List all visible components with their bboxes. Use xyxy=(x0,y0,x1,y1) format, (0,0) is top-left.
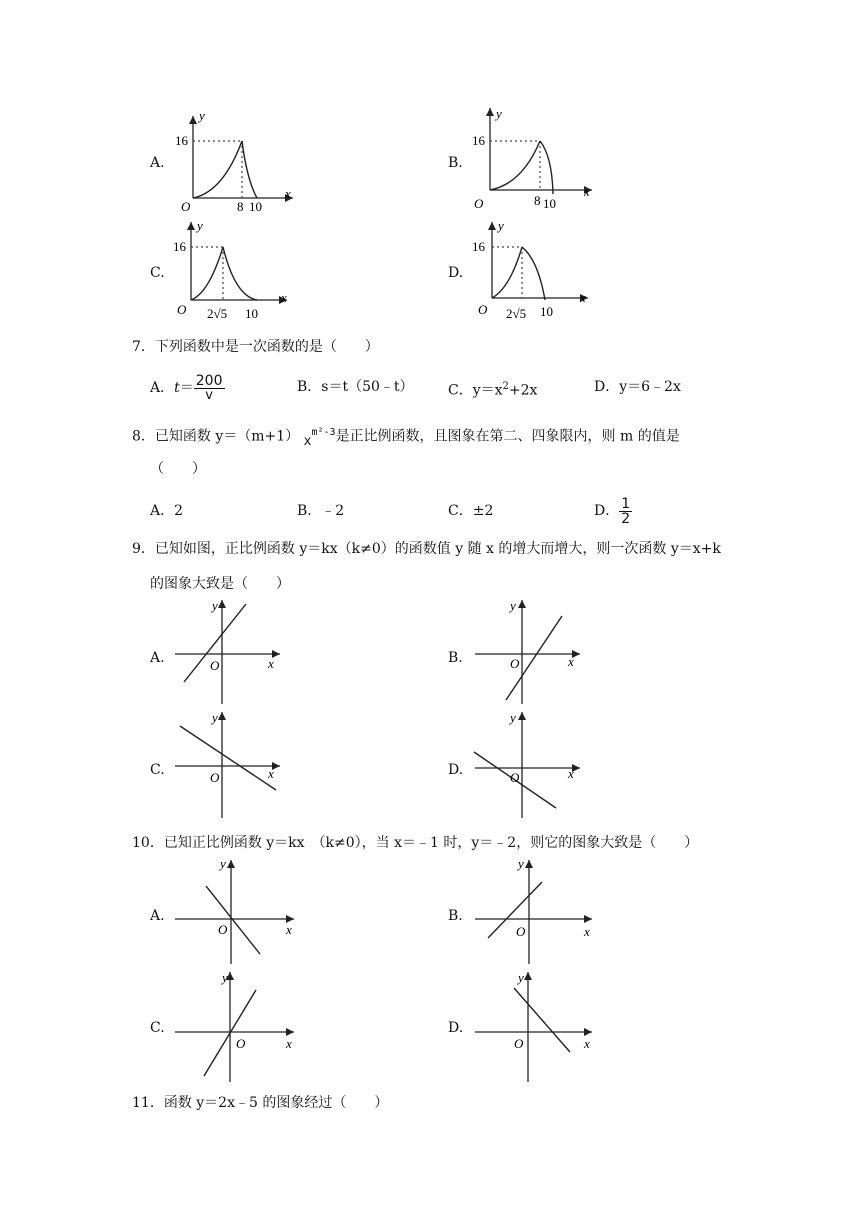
q9-option-d-label: D. xyxy=(448,762,464,778)
q10-graph-a xyxy=(170,854,300,966)
q7-option-a xyxy=(150,368,225,408)
q9-b-y-label: y xyxy=(510,598,516,613)
q6-option-a-label: A. xyxy=(150,155,165,171)
q10-b-origin-label: O xyxy=(516,924,526,939)
q9-option-a-label: A. xyxy=(150,650,165,666)
q7-option-d: D．y＝6﹣2x xyxy=(594,379,681,395)
q6-b-origin-label: O xyxy=(474,196,484,211)
q9-graph-a xyxy=(170,596,285,706)
q7-option-c xyxy=(448,378,537,400)
q10-stem: 10．已知正比例函数 y＝kx （k≠0），当 x＝﹣1 时，y＝﹣2，则它的图象大致是（ ） xyxy=(132,835,699,851)
q6-d-y-label: y xyxy=(498,218,504,233)
q9-c-x-label: x xyxy=(268,766,274,781)
q9-stem-line1: 9．已知如图，正比例函数 y＝kx（k≠0）的函数值 y 随 x 的增大而增大，则一次函数 y＝x+k xyxy=(132,541,721,557)
q9-a-origin-label: O xyxy=(210,658,220,673)
q6-b-x2-label: 10 xyxy=(543,196,556,211)
q9-b-x-label: x xyxy=(568,654,574,669)
q10-d-origin-label: O xyxy=(514,1036,524,1051)
q7-c-pre: C．y＝x xyxy=(448,382,503,399)
q9-c-y-label: y xyxy=(212,710,218,725)
q7-stem: 7．下列函数中是一次函数的是（ ） xyxy=(132,339,379,355)
q6-a-y-label: y xyxy=(199,112,205,123)
q10-option-b-label: B. xyxy=(448,908,463,924)
q9-a-y-label: y xyxy=(212,598,218,613)
q9-d-origin-label: O xyxy=(510,770,520,785)
q10-a-y-label: y xyxy=(220,856,226,871)
q11-stem: 11．函数 y＝2x﹣5 的图象经过（ ） xyxy=(132,1095,389,1111)
q10-c-x-label: x xyxy=(286,1036,292,1051)
q6-c-peak-label: 16 xyxy=(173,239,186,254)
q8-d-label: D． xyxy=(594,503,620,519)
q9-d-x-label: x xyxy=(568,766,574,781)
q7-a-var: t xyxy=(174,380,180,396)
q6-option-b-label: B. xyxy=(448,155,463,171)
q7-c-post: +2x xyxy=(508,382,538,399)
q6-graph-a xyxy=(175,112,300,212)
q6-graph-b xyxy=(470,104,598,214)
q8-option-c: C．±2 xyxy=(448,503,494,519)
q6-d-x1-label: 2√5 xyxy=(506,306,527,321)
q6-d-peak-label: 16 xyxy=(472,239,485,254)
q6-a-x1-label: 8 xyxy=(237,199,244,212)
q6-graph-c xyxy=(173,218,293,326)
q6-d-origin-label: O xyxy=(478,302,488,317)
q6-d-x2-label: 10 xyxy=(540,304,553,319)
q6-c-x2-label: 10 xyxy=(245,306,258,321)
q8-paren: （ ） xyxy=(150,461,206,477)
q10-b-x-label: x xyxy=(584,924,590,939)
q6-c-y-label: y xyxy=(197,218,203,233)
q10-option-d-label: D. xyxy=(448,1020,464,1036)
q9-d-y-label: y xyxy=(510,710,516,725)
q9-option-c-label: C. xyxy=(150,762,165,778)
q10-graph-b xyxy=(470,854,598,966)
q9-option-b-label: B. xyxy=(448,650,463,666)
q8-d-denominator: 2 xyxy=(621,510,631,527)
q10-option-c-label: C. xyxy=(150,1020,165,1036)
q10-a-x-label: x xyxy=(286,922,292,937)
q9-graph-b xyxy=(470,596,585,706)
q10-c-y-label: y xyxy=(222,970,228,985)
q10-d-y-label: y xyxy=(518,970,524,985)
q10-c-origin-label: O xyxy=(236,1036,246,1051)
q7-c-sup: 2 xyxy=(502,381,509,392)
q6-option-c-label: C. xyxy=(150,265,165,281)
q10-a-origin-label: O xyxy=(218,922,228,937)
q8-option-d xyxy=(594,492,632,530)
q10-graph-d xyxy=(470,966,598,1084)
q8-stem-pre: 8．已知函数 y＝（m+1） xyxy=(132,428,300,445)
q9-b-origin-label: O xyxy=(510,656,520,671)
q8-stem-exp: m²-3 xyxy=(311,427,336,438)
q6-c-x1-label: 2√5 xyxy=(207,306,228,321)
q8-option-b: B．﹣2 xyxy=(297,503,345,519)
q9-graph-c xyxy=(170,708,285,820)
q8-stem-x: x xyxy=(303,433,312,449)
q6-option-d-label: D. xyxy=(448,265,464,281)
q10-d-x-label: x xyxy=(584,1036,590,1051)
q6-b-x1-label: 8 xyxy=(534,193,541,208)
q9-a-x-label: x xyxy=(268,656,274,671)
q9-stem-line2: 的图象大致是（ ） xyxy=(150,576,290,592)
q7-a-fraction xyxy=(194,374,225,403)
q7-a-denominator: v xyxy=(205,387,213,403)
q6-d-x-label: x xyxy=(580,290,586,305)
q6-a-x-label: x xyxy=(285,186,291,201)
q6-c-origin-label: O xyxy=(177,302,187,317)
q10-graph-c xyxy=(170,966,300,1084)
q8-d-numerator: 1 xyxy=(621,495,631,512)
q6-b-y-label: y xyxy=(496,106,502,121)
q8-d-fraction xyxy=(619,497,632,526)
q8-option-a: A．2 xyxy=(150,503,184,519)
q6-a-peak-label: 16 xyxy=(175,133,188,148)
q7-option-b: B．s＝t（50﹣t） xyxy=(297,379,414,395)
q9-graph-d xyxy=(470,708,585,820)
q10-b-y-label: y xyxy=(518,856,524,871)
q8-stem xyxy=(132,424,680,447)
q6-c-x-label: x xyxy=(281,290,287,305)
q8-stem-post: 是正比例函数，且图象在第二、四象限内，则 m 的值是 xyxy=(335,428,680,445)
q6-graph-d xyxy=(472,218,594,326)
q6-a-origin-label: O xyxy=(181,199,191,212)
q7-a-numerator: 200 xyxy=(195,372,223,389)
q6-a-x2-label: 10 xyxy=(249,199,262,212)
q6-b-peak-label: 16 xyxy=(472,133,485,148)
q7-a-label: A． xyxy=(150,380,175,396)
q6-b-x-label: x xyxy=(584,184,590,199)
q9-c-origin-label: O xyxy=(210,770,220,785)
q10-option-a-label: A. xyxy=(150,908,165,924)
q7-a-eq: ＝ xyxy=(179,380,194,396)
